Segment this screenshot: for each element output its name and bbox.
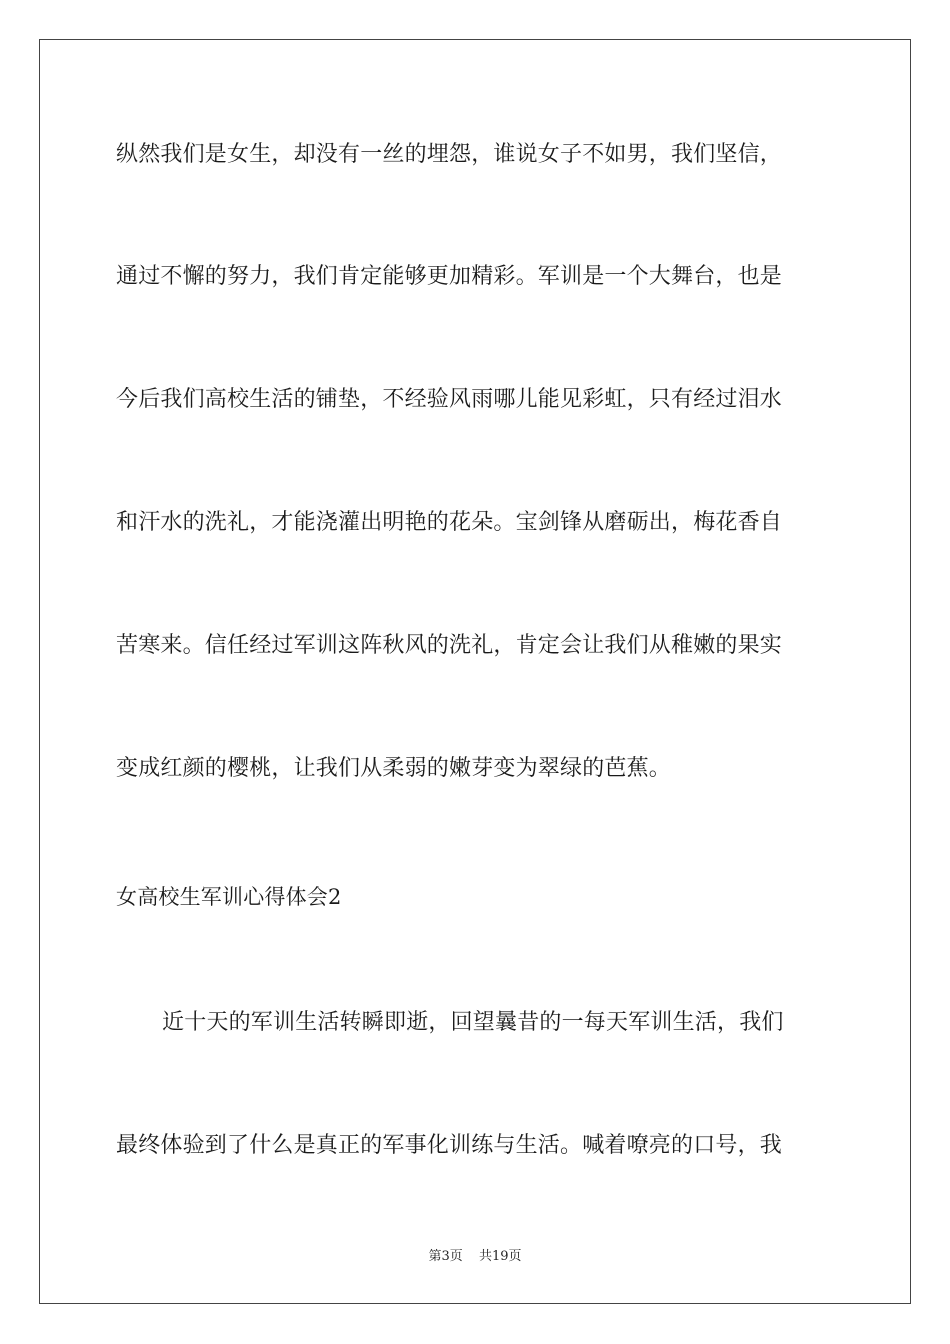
text-line: 和汗水的洗礼，才能浇灌出明艳的花朵。宝剑锋从磨砺出，梅花香自 xyxy=(116,510,783,535)
text-line: 通过不懈的努力，我们肯定能够更加精彩。军训是一个大舞台，也是 xyxy=(116,264,783,289)
text-line: 近十天的军训生活转瞬即逝，回望曩昔的一每天军训生活，我们 xyxy=(162,1010,784,1035)
text-line: 最终体验到了什么是真正的军事化训练与生活。喊着嘹亮的口号，我 xyxy=(116,1133,783,1158)
text-line: 苦寒来。信任经过军训这阵秋风的洗礼，肯定会让我们从稚嫩的果实 xyxy=(116,633,783,658)
text-line: 纵然我们是女生，却没有一丝的埋怨，谁说女子不如男，我们坚信， xyxy=(116,142,783,167)
section-heading: 女高校生军训心得体会2 xyxy=(116,885,342,909)
total-pages: 共19页 xyxy=(478,1249,522,1264)
page-number: 第3页 xyxy=(428,1249,463,1264)
page-border xyxy=(39,39,911,1304)
text-line: 今后我们高校生活的铺垫，不经验风雨哪儿能见彩虹，只有经过泪水 xyxy=(116,387,783,412)
text-line: 变成红颜的樱桃，让我们从柔弱的嫩芽变为翠绿的芭蕉。 xyxy=(116,756,672,781)
page-footer xyxy=(0,1249,950,1265)
